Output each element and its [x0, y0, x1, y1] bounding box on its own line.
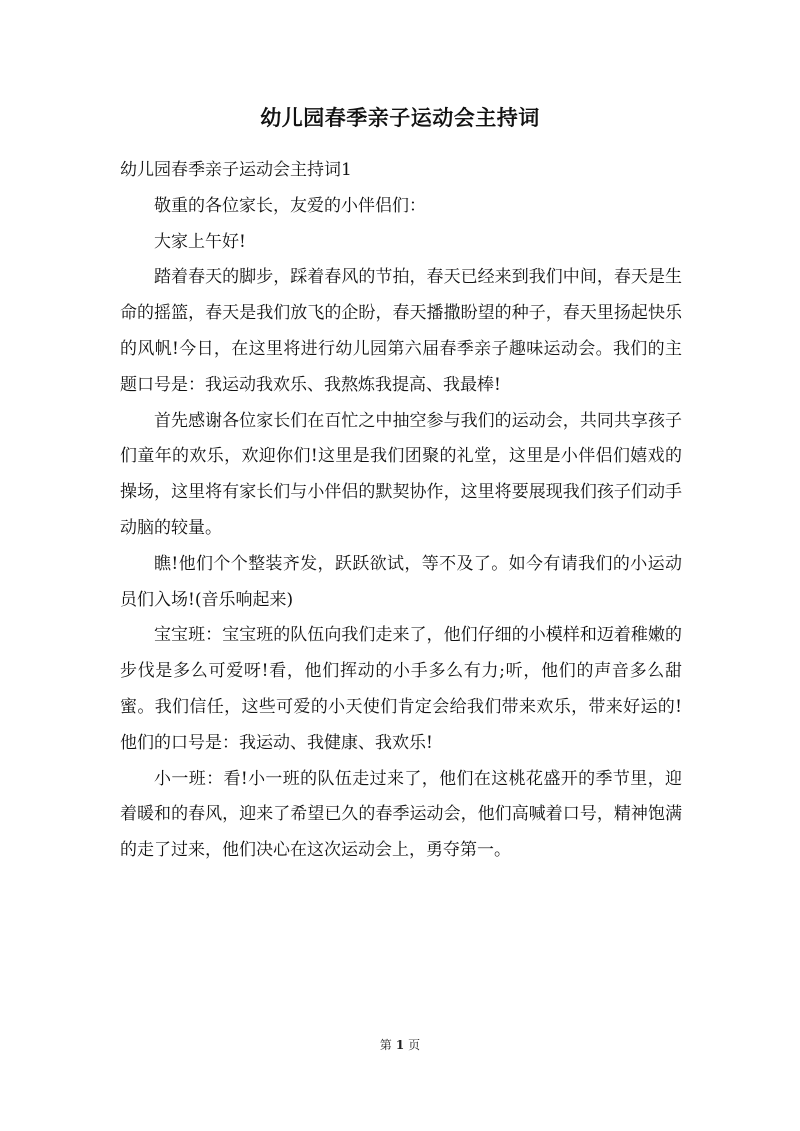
document-title: 幼儿园春季亲子运动会主持词	[260, 105, 540, 130]
page-footer	[0, 1037, 800, 1053]
paragraph-spring-intro: 踏着春天的脚步，踩着春风的节拍，春天已经来到我们中间，春天是生命的摇篮，春天是我们放飞的企盼，春天播撒盼望的种子，春天里扬起快乐的风帆!今日，在这里将进行幼儿园第六届春季亲子趣味运动会。我们的主题口号是：我运动我欢乐、我熬炼我提高、我最棒!	[120, 267, 682, 395]
paragraph-baby-class: 宝宝班：宝宝班的队伍向我们走来了，他们仔细的小模样和迈着稚嫩的步伐是多么可爱呀!看，他们挥动的小手多么有力;听，他们的声音多么甜蜜。我们信任，这些可爱的小天使们肯定会给我们带来欢乐，带来好运的!他们的口号是：我运动、我健康、我欢乐!	[120, 625, 682, 753]
paragraph-greeting: 大家上午好!	[154, 231, 246, 252]
footer-prefix: 第	[379, 1038, 392, 1052]
paragraph-athletes-entry: 瞧!他们个个整装齐发，跃跃欲试，等不及了。如今有请我们的小运动员们入场!(音乐响起来)	[120, 553, 682, 610]
footer-suffix: 页	[408, 1038, 421, 1052]
paragraph-class-one: 小一班：看!小一班的队伍走过来了，他们在这桃花盛开的季节里，迎着暖和的春风，迎来了希望已久的春季运动会，他们高喊着口号，精神饱满的走了过来，他们决心在这次运动会上，勇夺第一。	[120, 768, 682, 861]
paragraph-thanks: 首先感谢各位家长们在百忙之中抽空参与我们的运动会，共同共享孩子们童年的欢乐，欢迎你们!这里是我们团聚的礼堂，这里是小伴侣们嬉戏的操场，这里将有家长们与小伴侣的默契协作，这里将要展现我们孩子们动手动脑的较量。	[120, 410, 682, 538]
paragraph-salutation: 敬重的各位家长，友爱的小伴侣们：	[154, 195, 426, 216]
section-heading: 幼儿园春季亲子运动会主持词1	[120, 160, 352, 180]
page-number: 1	[395, 1038, 405, 1052]
document-body	[120, 153, 682, 869]
